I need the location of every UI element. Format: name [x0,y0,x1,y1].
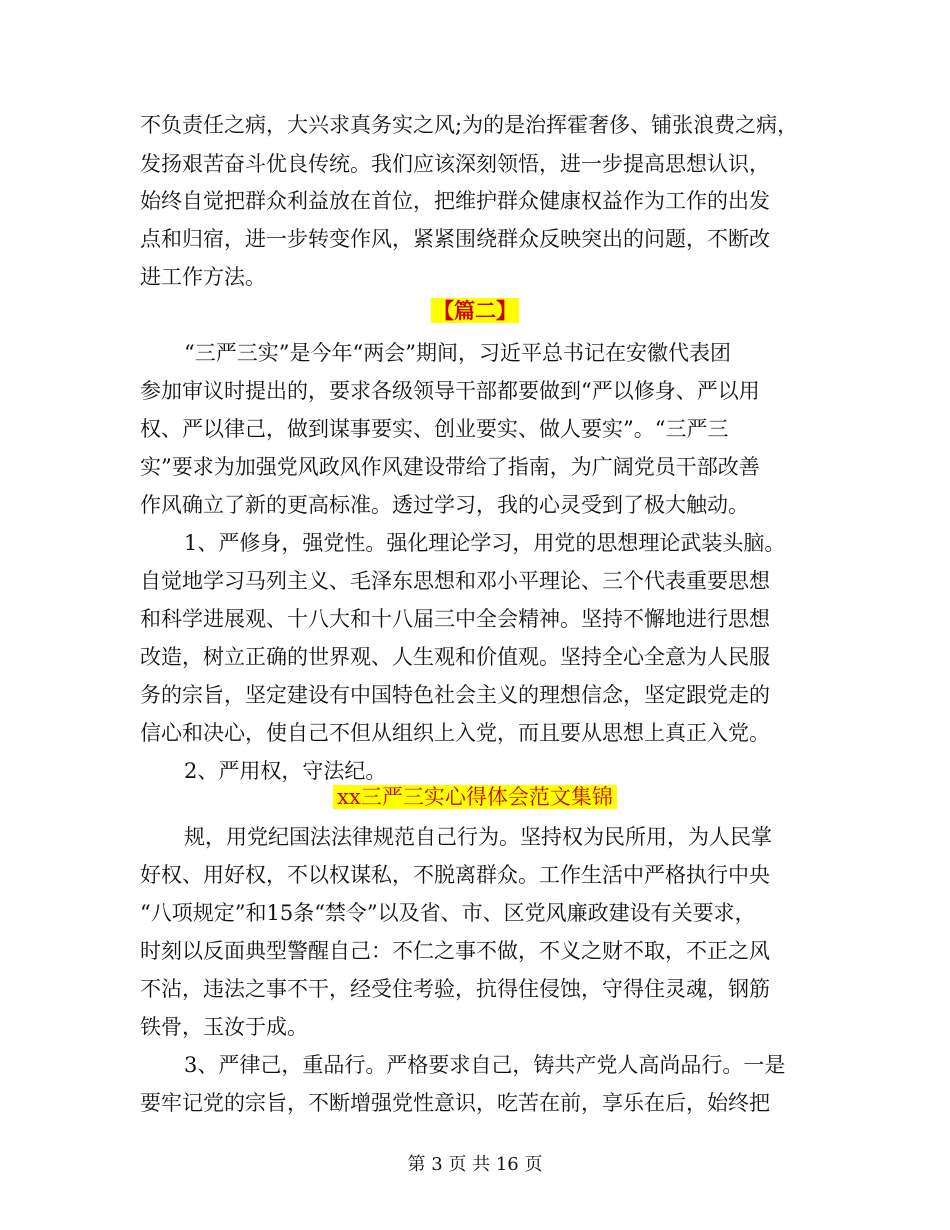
body-line: 2、严用权，守法纪。 [184,759,387,783]
body-line: 自觉地学习马列主义、毛泽东思想和邓小平理论、三个代表重要思想 [140,569,770,593]
body-line: “八项规定”和15条“禁令”以及省、市、区党风廉政建设有关要求， [140,901,756,925]
banner-heading-text: xx三严三实心得体会范文集锦 [333,785,617,809]
body-line: 发扬艰苦奋斗优良传统。我们应该深刻领悟，进一步提高思想认识， [140,152,770,176]
body-line: 不沾，违法之事不干，经受住考验，抗得住侵蚀，守得住灵魂，钢筋 [140,977,770,1001]
body-line: 和科学进展观、十八大和十八届三中全会精神。坚持不懈地进行思想 [140,607,770,631]
body-line: 进工作方法。 [140,265,266,289]
section-heading [0,296,950,326]
body-line: 实”要求为加强党风政风作风建设带给了指南，为广阔党员干部改善 [140,455,760,479]
body-line: 改造，树立正确的世界观、人生观和价值观。坚持全心全意为人民服 [140,645,770,669]
body-line: 规，用党纪国法法律规范自己行为。坚持权为民所用，为人民掌 [184,825,772,849]
body-line: 始终自觉把群众利益放在首位，把维护群众健康权益作为工作的出发 [140,189,770,213]
body-line: “三严三实”是今年“两会”期间，习近平总书记在安徽代表团 [184,341,731,365]
body-line: 好权、用好权，不以权谋私，不脱离群众。工作生活中严格执行中央 [140,863,770,887]
body-line: 务的宗旨，坚定建设有中国特色社会主义的理想信念，坚定跟党走的 [140,683,770,707]
section-heading-text: 【篇二】 [433,298,517,323]
body-line: 3、严律己，重品行。严格要求自己，铸共产党人高尚品行。一是 [184,1053,786,1077]
body-line: 不负责任之病，大兴求真务实之风;为的是治挥霍奢侈、铺张浪费之病， [140,113,799,137]
body-line: 作风确立了新的更高标准。透过学习，我的心灵受到了极大触动。 [140,493,749,517]
body-line: 信心和决心，使自己不但从组织上入党，而且要从思想上真正入党。 [140,721,770,745]
banner-heading [0,782,950,812]
body-line: 点和归宿，进一步转变作风，紧紧围绕群众反映突出的问题，不断改 [140,227,770,251]
body-line: 参加审议时提出的，要求各级领导干部都要做到“严以修身、严以用 [140,379,760,403]
body-line: 1、严修身，强党性。强化理论学习，用党的思想理论武装头脑。 [184,531,786,555]
body-line: 时刻以反面典型警醒自己：不仁之事不做，不义之财不取，不正之风 [140,939,770,963]
body-line: 要牢记党的宗旨，不断增强党性意识，吃苦在前，享乐在后，始终把 [140,1091,770,1115]
page-number-footer: 第 3 页 共 16 页 [407,1154,543,1175]
body-line: 权、严以律己，做到谋事要实、创业要实、做人要实”。“三严三 [140,417,729,441]
body-line: 铁骨，玉汝于成。 [140,1015,308,1039]
